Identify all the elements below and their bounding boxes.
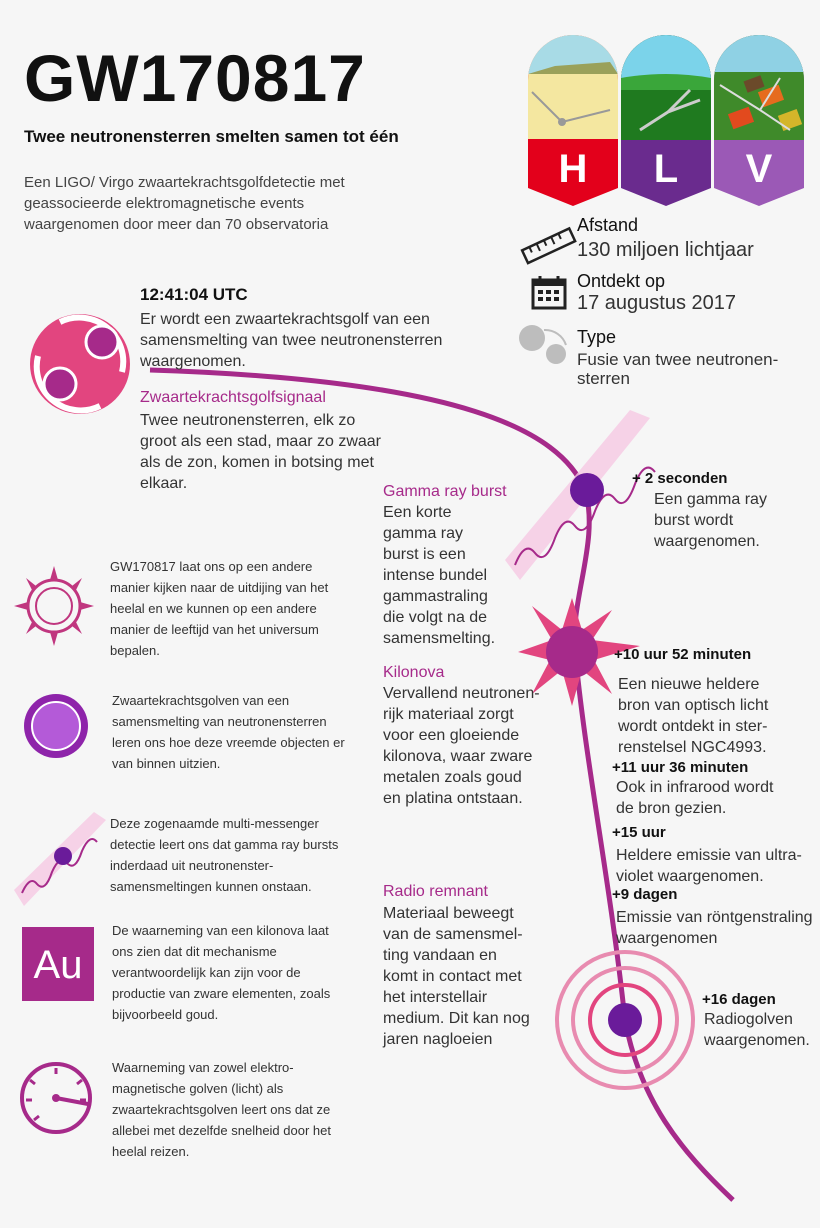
radio-text: Materiaal beweegt van de samensmel-ting vandaan en komt in contact met het interstellair medium. Dit kan nog jaren nagloeien	[383, 905, 530, 1048]
event-text: Een nieuwe heldere bron van optisch licht wordt ontdekt in ster-renstelsel NGC4993.	[618, 676, 769, 756]
merger-icon	[519, 325, 566, 364]
gamma-burst-icon	[14, 812, 106, 906]
compass-icon	[14, 566, 94, 646]
event-text: Een gamma ray burst wordt waargenomen.	[654, 491, 767, 550]
kilonova-title: Kilonova	[383, 664, 445, 681]
page-title: GW170817	[24, 41, 366, 115]
badge-h-letter: H	[558, 147, 588, 191]
event-text: Ook in infrarood wordt de bron gezien.	[616, 779, 774, 817]
fact-distance-value: 130 miljoen lichtjaar	[577, 239, 754, 261]
event-time: +9 dagen	[612, 886, 678, 903]
gw-title: Zwaartekrachtsgolfsignaal	[140, 389, 326, 406]
lesson-text: Deze zogenaamde multi-messenger detectie leert ons dat gamma ray bursts inderdaad uit neutronenster-samensmeltingen kunnen onstaan.	[110, 816, 339, 894]
event-time: +11 uur 36 minuten	[612, 759, 749, 776]
event-text: Emissie van röntgenstraling waargenomen	[616, 909, 813, 947]
event-time: +10 uur 52 minuten	[614, 646, 752, 663]
neutron-star-merger-icon	[30, 314, 130, 414]
gw-text: Twee neutronensterren, elk zo groot als een stad, maar zo zwaar als de zon, komen in botsing met elkaar.	[140, 412, 382, 492]
calendar-icon	[533, 276, 565, 308]
kilonova-text: Vervallend neutronen-rijk materiaal zorgt voor een gloeiende kilonova, waar zware metalen zoals goud en platina ontstaan.	[383, 685, 540, 807]
utc-text: Er wordt een zwaartekrachtsgolf van een samensmelting van twee neutronensterren waargenomen.	[140, 311, 443, 370]
event-time: +16 dagen	[702, 991, 776, 1008]
fact-discovered-value: 17 augustus 2017	[577, 292, 737, 314]
ruler-icon	[522, 228, 575, 263]
neutron-star-icon	[24, 694, 88, 758]
speedometer-icon	[22, 1064, 90, 1132]
fact-discovered-label: Ontdekt op	[577, 271, 666, 291]
gold-symbol: Au	[33, 943, 83, 987]
event-text: Radiogolven waargenomen.	[704, 1011, 810, 1049]
badge-l-letter: L	[653, 147, 679, 191]
page-subtitle: Twee neutronensterren smelten samen tot één	[24, 127, 399, 146]
lesson-text: De waarneming van een kilonova laat ons zien dat dit mechanisme verantwoordelijk kan zijn voor de productie van zware elementen, zoals bijvoorbeeld goud.	[112, 923, 331, 1022]
badge-v-letter: V	[745, 147, 773, 191]
intro-text: Een LIGO/ Virgo zwaartekrachtsgolfdetectie met geassocieerde elektromagnetische events waargenomen door meer dan 70 observatoria	[24, 174, 345, 233]
grb-text: Een korte gamma ray burst is een intense bundel gammastraling die volgt na de samensmelting.	[383, 504, 496, 647]
lesson-text: Zwaartekrachtsgolven van een samensmelting van neutronensterren leren ons hoe deze vreemde objecten er van binnen uitzien.	[112, 693, 345, 771]
lesson-text: Waarneming van zowel elektro-magnetische golven (licht) als zwaartekrachtsgolven leert ons dat ze allebei met dezelfde snelheid door het heelal reizen.	[112, 1060, 331, 1159]
event-text: Heldere emissie van ultra-violet waargenomen.	[616, 847, 802, 885]
radio-title: Radio remnant	[383, 883, 488, 900]
fact-distance-label: Afstand	[577, 215, 639, 235]
radio-remnant-icon	[557, 952, 693, 1088]
utc-time: 12:41:04 UTC	[140, 285, 248, 304]
event-time: +15 uur	[612, 824, 666, 841]
grb-title: Gamma ray burst	[383, 483, 507, 500]
fact-type-value: Fusie van twee neutronen-sterren	[577, 350, 779, 388]
lesson-text: GW170817 laat ons op een andere manier kijken naar de uitdijing van het heelal en we kunnen op een andere manier de leeftijd van het universum bepalen.	[110, 559, 329, 658]
event-time: + 2 seconden	[632, 470, 728, 487]
fact-type-label: Type	[577, 327, 617, 347]
